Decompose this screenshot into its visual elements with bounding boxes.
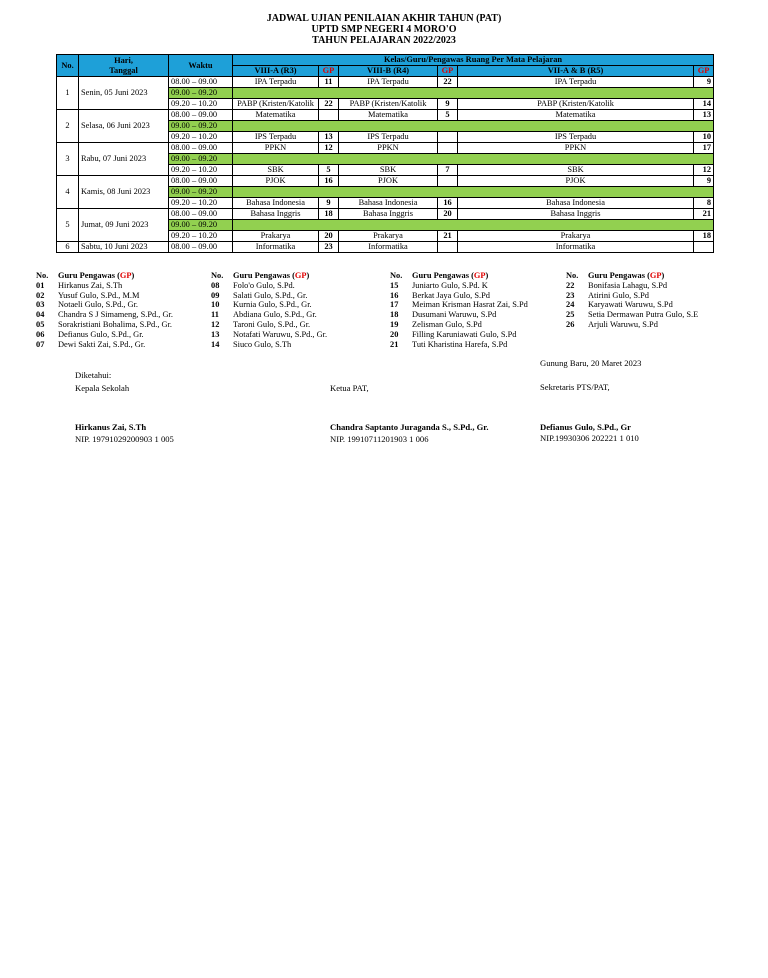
ketua-title: Ketua PAT,	[330, 383, 369, 393]
guru-name: Siuco Gulo, S.Th	[233, 339, 292, 349]
day-date: Jumat, 09 Juni 2023	[79, 209, 169, 242]
schedule-table	[56, 54, 714, 253]
subject-8b: PPKN	[339, 143, 438, 154]
gp-7ab: 21	[694, 209, 714, 220]
subject-8a: IPS Terpadu	[233, 132, 319, 143]
school-name: UPTD SMP NEGERI 4 MORO'O	[311, 24, 457, 35]
gp-8a	[319, 110, 339, 121]
subject-8a: IPA Terpadu	[233, 77, 319, 88]
no-label: No.	[390, 271, 403, 280]
time-cell: 08.00 – 09.00	[169, 209, 233, 220]
gp-8b: 9	[438, 99, 458, 110]
guru-number: 10	[211, 300, 220, 310]
gp-8a: 18	[319, 209, 339, 220]
guru-item	[566, 320, 698, 330]
guru-name: Zelisman Gulo, S.Pd	[412, 319, 482, 329]
guru-number: 13	[211, 329, 220, 339]
guru-item	[566, 310, 698, 320]
gp-8a: 16	[319, 176, 339, 187]
subject-8b: Prakarya	[339, 231, 438, 242]
guru-name: Notaeli Gulo, S.Pd., Gr.	[58, 300, 139, 310]
gp-7ab: 13	[694, 110, 714, 121]
gp-8b	[438, 176, 458, 187]
guru-item	[211, 300, 327, 310]
guru-name: Notafati Waruwu, S.Pd., Gr.	[233, 329, 328, 339]
col-gp-header: GP	[319, 66, 339, 77]
kepsek-title: Kepala Sekolah	[75, 383, 130, 393]
subject-7ab: PABP (Kristen/Katolik	[458, 99, 694, 110]
guru-number: 17	[390, 300, 399, 310]
guru-item	[211, 291, 327, 301]
col-8b-header: VIII-B (R4)	[339, 66, 438, 77]
subject-7ab: Prakarya	[458, 231, 694, 242]
subject-8b: IPS Terpadu	[339, 132, 438, 143]
guru-number: 04	[36, 310, 45, 320]
guru-item	[566, 291, 698, 301]
guru-name: Yusuf Gulo, S.Pd., M.M	[58, 290, 140, 300]
time-cell: 08.00 – 09.00	[169, 110, 233, 121]
gp-8a: 23	[319, 242, 339, 253]
guru-number: 20	[390, 329, 399, 339]
subject-7ab: IPA Terpadu	[458, 77, 694, 88]
gp-8a: 5	[319, 165, 339, 176]
guru-name: Chandra S J Simameng, S.Pd., Gr.	[58, 310, 173, 320]
sekretaris-nip: NIP.19930306 202221 1 010	[540, 433, 639, 443]
guru-number: 19	[390, 319, 399, 329]
subject-7ab: Matematika	[458, 110, 694, 121]
guru-number: 21	[390, 339, 399, 349]
subject-8a: Matematika	[233, 110, 319, 121]
no-label: No.	[566, 271, 579, 280]
subject-8a: PJOK	[233, 176, 319, 187]
subject-8b: PJOK	[339, 176, 438, 187]
subject-8a: SBK	[233, 165, 319, 176]
gp-8b: 5	[438, 110, 458, 121]
schedule-row	[57, 143, 714, 154]
gp-7ab: 9	[694, 77, 714, 88]
break-fill	[233, 154, 714, 165]
subject-8b: SBK	[339, 165, 438, 176]
col-class-header: Kelas/Guru/Pengawas Ruang Per Mata Pelajaran	[233, 55, 714, 66]
time-cell: 08.00 – 09.00	[169, 242, 233, 253]
subject-8b: Matematika	[339, 110, 438, 121]
time-cell: 09.00 – 09.20	[169, 220, 233, 231]
guru-name: Sorakristiani Bohalima, S.Pd., Gr.	[58, 319, 172, 329]
col-7ab-header: VII-A & B (R5)	[458, 66, 694, 77]
time-cell: 09.20 – 10.20	[169, 165, 233, 176]
subject-7ab: SBK	[458, 165, 694, 176]
subject-8a: Bahasa Inggris	[233, 209, 319, 220]
guru-item	[566, 281, 698, 291]
subject-8b: Bahasa Inggris	[339, 209, 438, 220]
guru-item	[390, 330, 528, 340]
guru-item	[211, 320, 327, 330]
col-8a-header: VIII-A (R3)	[233, 66, 319, 77]
guru-number: 14	[211, 339, 220, 349]
guru-name: Abdiana Gulo, S.Pd., Gr.	[233, 310, 317, 320]
schedule-row	[57, 209, 714, 220]
subject-8a: PABP (Kristen/Katolik	[233, 99, 319, 110]
schedule-body	[57, 77, 714, 253]
break-fill	[233, 187, 714, 198]
subject-7ab: IPS Terpadu	[458, 132, 694, 143]
diketahui-label: Diketahui:	[75, 370, 112, 380]
guru-name: Hirkanus Zai, S.Th	[58, 280, 123, 290]
time-cell: 09.20 – 10.20	[169, 198, 233, 209]
guru-heading: Guru Pengawas (GP)	[588, 271, 665, 280]
guru-number: 15	[390, 280, 399, 290]
gp-8b: 22	[438, 77, 458, 88]
guru-item	[211, 340, 327, 350]
guru-number: 11	[211, 310, 219, 320]
col-gp-header: GP	[438, 66, 458, 77]
guru-name: Folo'o Gulo, S.Pd.	[233, 280, 295, 290]
guru-name: Dusumani Waruwu, S.Pd	[412, 310, 497, 320]
guru-item	[390, 291, 528, 301]
guru-name: Atirini Gulo, S.Pd	[588, 290, 649, 300]
guru-heading: Guru Pengawas (GP)	[58, 271, 135, 280]
no-label: No.	[211, 271, 224, 280]
gp-8b: 21	[438, 231, 458, 242]
school-year: TAHUN PELAJARAN 2022/2023	[312, 35, 456, 46]
guru-number: 24	[566, 300, 575, 310]
guru-name: Arjuli Waruwu, S.Pd	[588, 319, 658, 329]
guru-item	[36, 330, 173, 340]
kepsek-nip: NIP. 19791029200903 1 005	[75, 434, 174, 444]
guru-item	[36, 281, 173, 291]
guru-item	[566, 300, 698, 310]
gp-7ab	[694, 242, 714, 253]
guru-name: Tuti Kharistina Harefa, S.Pd	[412, 339, 508, 349]
gp-8b	[438, 143, 458, 154]
guru-name: Juniarto Gulo, S.Pd. K	[412, 280, 488, 290]
col-gp-header: GP	[694, 66, 714, 77]
subject-7ab: Bahasa Inggris	[458, 209, 694, 220]
guru-number: 05	[36, 319, 45, 329]
schedule-row	[57, 110, 714, 121]
guru-item	[390, 340, 528, 350]
gp-7ab: 18	[694, 231, 714, 242]
gp-8a: 13	[319, 132, 339, 143]
guru-item	[390, 281, 528, 291]
time-cell: 09.00 – 09.20	[169, 88, 233, 99]
gp-7ab: 8	[694, 198, 714, 209]
sekretaris-title: Sekretaris PTS/PAT,	[540, 382, 610, 392]
guru-name: Setia Dermawan Putra Gulo, S.E	[588, 310, 699, 320]
break-fill	[233, 220, 714, 231]
subject-8b: PABP (Kristen/Katolik	[339, 99, 438, 110]
guru-item	[390, 300, 528, 310]
guru-name: Berkat Jaya Gulo, S.Pd	[412, 290, 490, 300]
day-date: Rabu, 07 Juni 2023	[79, 143, 169, 176]
day-number: 5	[57, 209, 79, 242]
gp-7ab: 10	[694, 132, 714, 143]
no-label: No.	[36, 271, 49, 280]
guru-number: 18	[390, 310, 399, 320]
schedule-row	[57, 176, 714, 187]
guru-name: Bonifasia Lahagu, S.Pd	[588, 280, 668, 290]
gp-8a: 20	[319, 231, 339, 242]
schedule-row	[57, 77, 714, 88]
gp-8a: 22	[319, 99, 339, 110]
time-cell: 08.00 – 09.00	[169, 77, 233, 88]
gp-8b: 7	[438, 165, 458, 176]
gp-7ab: 14	[694, 99, 714, 110]
subject-8a: Prakarya	[233, 231, 319, 242]
sekretaris-name: Defianus Gulo, S.Pd., Gr	[540, 422, 631, 432]
kepsek-name: Hirkanus Zai, S.Th	[75, 422, 147, 432]
guru-number: 25	[566, 310, 575, 320]
guru-number: 23	[566, 290, 575, 300]
time-cell: 08.00 – 09.00	[169, 176, 233, 187]
schedule-row	[57, 242, 714, 253]
time-cell: 08.00 – 09.00	[169, 143, 233, 154]
guru-item	[390, 310, 528, 320]
guru-number: 22	[566, 280, 575, 290]
gp-8a: 11	[319, 77, 339, 88]
subject-7ab: Informatika	[458, 242, 694, 253]
subject-7ab: PJOK	[458, 176, 694, 187]
break-fill	[233, 88, 714, 99]
doc-title: JADWAL UJIAN PENILAIAN AKHIR TAHUN (PAT)	[266, 13, 502, 24]
guru-item	[36, 340, 173, 350]
time-cell: 09.20 – 10.20	[169, 132, 233, 143]
break-fill	[233, 121, 714, 132]
guru-item	[36, 320, 173, 330]
time-cell: 09.00 – 09.20	[169, 154, 233, 165]
gp-7ab: 9	[694, 176, 714, 187]
gp-7ab: 12	[694, 165, 714, 176]
subject-8a: Bahasa Indonesia	[233, 198, 319, 209]
gp-8b: 16	[438, 198, 458, 209]
guru-number: 02	[36, 290, 45, 300]
guru-item	[390, 320, 528, 330]
place-date: Gunung Baru, 20 Maret 2023	[540, 358, 642, 368]
col-day-header: Hari, Tanggal	[79, 55, 169, 77]
guru-number: 03	[36, 300, 45, 310]
col-no-header: No.	[57, 55, 79, 77]
subject-7ab: PPKN	[458, 143, 694, 154]
subject-8a: Informatika	[233, 242, 319, 253]
day-number: 6	[57, 242, 79, 253]
day-date: Selasa, 06 Juni 2023	[79, 110, 169, 143]
guru-item	[36, 310, 173, 320]
guru-item	[36, 291, 173, 301]
time-cell: 09.00 – 09.20	[169, 187, 233, 198]
subject-8b: IPA Terpadu	[339, 77, 438, 88]
guru-column	[211, 271, 327, 349]
guru-name: Dewi Sakti Zai, S.Pd., Gr.	[58, 339, 146, 349]
gp-8b: 20	[438, 209, 458, 220]
guru-name: Taroni Gulo, S.Pd., Gr.	[233, 319, 311, 329]
guru-name: Meiman Krisman Hasrat Zai, S.Pd	[412, 300, 528, 310]
guru-item	[211, 310, 327, 320]
time-cell: 09.20 – 10.20	[169, 99, 233, 110]
day-date: Sabtu, 10 Juni 2023	[79, 242, 169, 253]
col-time-header: Waktu	[169, 55, 233, 77]
guru-number: 09	[211, 290, 220, 300]
gp-7ab: 17	[694, 143, 714, 154]
subject-8b: Informatika	[339, 242, 438, 253]
subject-8a: PPKN	[233, 143, 319, 154]
guru-heading: Guru Pengawas (GP)	[233, 271, 310, 280]
guru-number: 07	[36, 339, 45, 349]
guru-heading: Guru Pengawas (GP)	[412, 271, 489, 280]
guru-number: 08	[211, 280, 220, 290]
gp-8b	[438, 242, 458, 253]
ketua-name: Chandra Saptanto Juraganda S., S.Pd., Gr.	[330, 422, 489, 432]
guru-item	[36, 300, 173, 310]
gp-8a: 12	[319, 143, 339, 154]
guru-name: Kurnia Gulo, S.Pd., Gr.	[233, 300, 312, 310]
guru-name: Salati Gulo, S.Pd., Gr.	[233, 290, 308, 300]
guru-column	[566, 271, 698, 330]
guru-item	[211, 281, 327, 291]
gp-8a: 9	[319, 198, 339, 209]
guru-column	[36, 271, 173, 349]
guru-name: Filling Karuniawati Gulo, S.Pd	[412, 329, 517, 339]
guru-number: 16	[390, 290, 399, 300]
guru-number: 12	[211, 319, 220, 329]
day-number: 4	[57, 176, 79, 209]
guru-item	[211, 330, 327, 340]
day-number: 1	[57, 77, 79, 110]
guru-number: 01	[36, 280, 45, 290]
subject-7ab: Bahasa Indonesia	[458, 198, 694, 209]
day-date: Senin, 05 Juni 2023	[79, 77, 169, 110]
time-cell: 09.00 – 09.20	[169, 121, 233, 132]
day-number: 3	[57, 143, 79, 176]
day-number: 2	[57, 110, 79, 143]
guru-column	[390, 271, 528, 349]
day-date: Kamis, 08 Juni 2023	[79, 176, 169, 209]
guru-name: Defianus Gulo, S.Pd., Gr.	[58, 329, 144, 339]
ketua-nip: NIP. 19910711201903 1 006	[330, 434, 429, 444]
gp-8b	[438, 132, 458, 143]
subject-8b: Bahasa Indonesia	[339, 198, 438, 209]
guru-number: 26	[566, 319, 575, 329]
guru-name: Karyawati Waruwu, S.Pd	[588, 300, 673, 310]
guru-number: 06	[36, 329, 45, 339]
time-cell: 09.20 – 10.20	[169, 231, 233, 242]
